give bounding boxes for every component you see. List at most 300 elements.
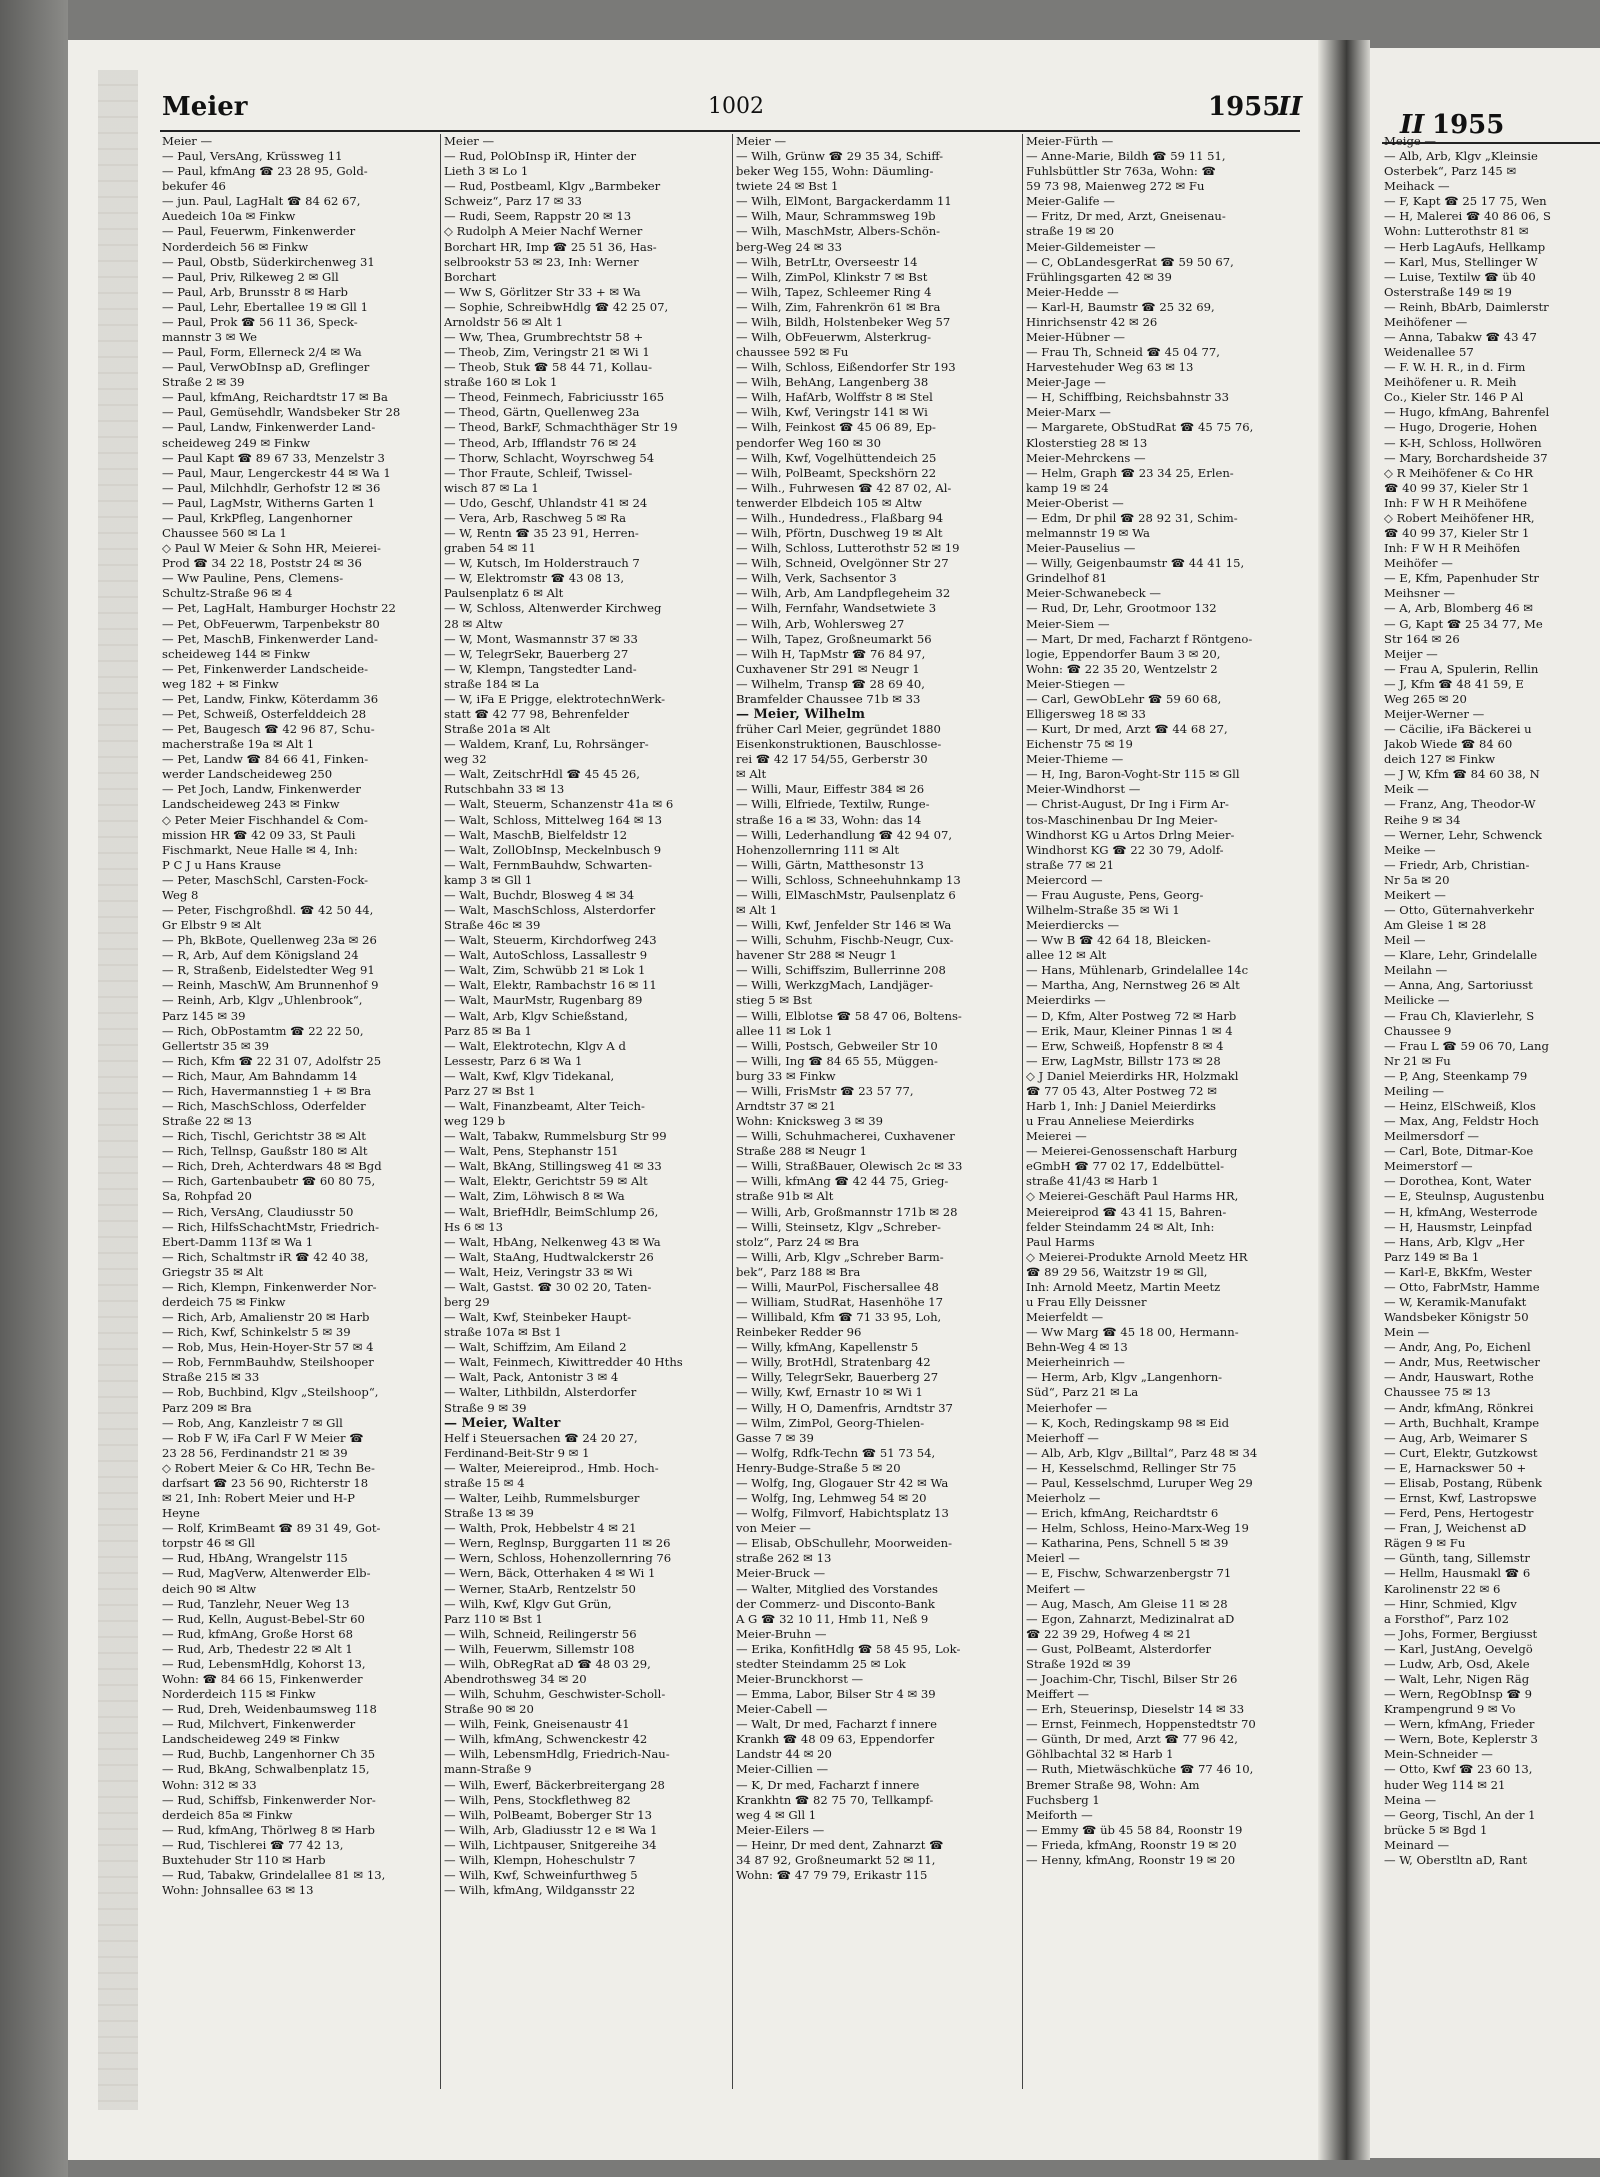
directory-entry-line: Meierholz — [1026,1491,1101,1506]
directory-entry-line: u Frau Anneliese Meierdirks [1026,1114,1195,1129]
directory-entry-line: — Walt, MaurMstr, Rugenbarg 89 [444,993,643,1008]
directory-entry-line: — Hans, Arb, Klgv „Her [1384,1234,1525,1249]
directory-entry-line: — Wilh, ObRegRat aD ☎ 48 03 29, [444,1656,651,1671]
directory-entry-line: — Wilh, Kwf, Veringstr 141 ✉ Wi [736,405,928,420]
directory-entry-line: deich 90 ✉ Altw [162,1581,257,1596]
directory-entry-line: — Wilh, Schneid, Reilingerstr 56 [444,1626,637,1641]
directory-entry-line: — Wilh, Tapez, Großneumarkt 56 [736,631,932,646]
directory-entry-line: Abendrothsweg 34 ✉ 20 [444,1671,587,1686]
directory-entry-line: ☎ 89 29 56, Waitzstr 19 ✉ Gll, [1026,1264,1208,1279]
directory-entry-line: — Willi, Postsch, Gebweiler Str 10 [736,1038,938,1053]
directory-entry-line: — W, Klempn, Tangstedter Land- [444,661,637,676]
directory-entry-line: burg 33 ✉ Finkw [736,1068,836,1083]
directory-entry-line: chaussee 592 ✉ Fu [736,345,849,360]
directory-entry-line: weg 4 ✉ Gll 1 [736,1807,817,1822]
directory-entry-line: Krankhtn ☎ 82 75 70, Tellkampf- [736,1792,934,1807]
directory-entry-line: Chaussee 75 ✉ 13 [1384,1385,1491,1400]
directory-entry-line: — Wilh, Schloss, Eißendorfer Str 193 [736,360,956,375]
directory-entry-line: — Rud, PolObInsp iR, Hinter der [444,149,636,164]
directory-entry-line: Meierhofer — [1026,1400,1108,1415]
directory-entry-line: Meinard — [1384,1837,1450,1852]
directory-entry-line: von Meier — [736,1521,811,1536]
directory-entry-line: — Klare, Lehr, Grindelalle [1384,948,1538,963]
directory-entry-line: Meier-Mehrckens — [1026,450,1146,465]
directory-entry-line: Meier-Jage — [1026,375,1106,390]
directory-entry-line: — Carl, GewObLehr ☎ 59 60 68, [1026,691,1222,706]
directory-entry-line: Sa, Rohpfad 20 [162,1189,252,1204]
directory-entry-line: — Paul, KrkPfleg, Langenhorner [162,510,353,525]
directory-entry-line: Bramfelder Chaussee 71b ✉ 33 [736,691,921,706]
directory-entry-line: Inh: Arnold Meetz, Martin Meetz [1026,1279,1221,1294]
directory-entry-line: Co., Kieler Str. 146 P Al [1384,390,1524,405]
directory-entry-line: Gasse 7 ✉ 39 [736,1430,814,1445]
directory-entry-line: — Rudi, Seem, Rappstr 20 ✉ 13 [444,209,632,224]
directory-entry-line: — Rich, HilfsSchachtMstr, Friedrich- [162,1219,380,1234]
directory-entry-line: Meier-Fürth — [1026,134,1114,148]
directory-entry-line: — Wilh, Feuerwm, Sillemstr 108 [444,1641,635,1656]
directory-entry-line: — R, Arb, Auf dem Königsland 24 [162,948,359,963]
directory-entry-line: Harb 1, Inh: J Daniel Meierdirks [1026,1099,1216,1113]
directory-entry-line: Meilicke — [1384,993,1450,1008]
directory-entry-line: — Willi, Schuhm, Fischb-Neugr, Cux- [736,933,954,948]
directory-entry-line: — D, Kfm, Alter Postweg 72 ✉ Harb [1026,1008,1237,1023]
directory-entry-line: ◇ Robert Meier & Co HR, Techn Be- [162,1460,375,1475]
directory-entry-line: — Willi, kfmAng ☎ 42 44 75, Grieg- [736,1174,949,1189]
directory-entry-line: — Max, Ang, Feldstr Hoch [1384,1114,1539,1129]
directory-entry-line: — Ww B ☎ 42 64 18, Bleicken- [1026,933,1211,948]
directory-entry-line: — W, TelegrSekr, Bauerberg 27 [444,646,629,661]
directory-entry-line: — Gust, PolBeamt, Alsterdorfer [1026,1641,1212,1656]
directory-entry-line: bekufer 46 [162,179,226,194]
directory-entry-line: — Walt, Buchdr, Blosweg 4 ✉ 34 [444,887,635,902]
directory-entry-line: — Wilh, Feinkost ☎ 45 06 89, Ep- [736,420,936,435]
directory-entry-line: Norderdeich 115 ✉ Finkw [162,1687,316,1702]
directory-entry-line: twiete 24 ✉ Bst 1 [736,179,839,194]
directory-entry-line: — Walt, MaschB, Bielfeldstr 12 [444,827,628,842]
directory-entry-line: — Walt, Schloss, Mittelweg 164 ✉ 13 [444,812,663,827]
header-rule [160,130,1300,132]
directory-entry-line: Straße 13 ✉ 39 [444,1506,534,1521]
directory-entry-line: — Willi, Lederhandlung ☎ 42 94 07, [736,827,953,842]
directory-entry-line: — Herb LagAufs, Hellkamp [1384,239,1546,254]
directory-entry-line: werder Landscheideweg 250 [162,767,333,782]
directory-entry-line: — Rud, MagVerw, Altenwerder Elb- [162,1566,371,1581]
directory-entry-line: Meihsner — [1384,586,1456,601]
directory-entry-line: Meier-Brunckhorst — [736,1671,864,1686]
next-page-column [1384,134,1600,1868]
directory-entry-line: derdeich 75 ✉ Finkw [162,1295,286,1310]
directory-entry-line: Meiffert — [1026,1687,1090,1702]
directory-entry-line: — Paul, Prok ☎ 56 11 36, Speck- [162,314,358,329]
directory-entry-line: — W, iFa E Prigge, elektrotechnWerk- [444,691,666,706]
directory-entry-line: — Andr, Ang, Po, Eichenl [1384,1340,1531,1355]
directory-entry-line: — Walth, Prok, Hebbelstr 4 ✉ 21 [444,1521,637,1536]
column-4 [1026,134,1314,2094]
directory-entry-line: — Walt, Steuerm, Kirchdorfweg 243 [444,933,657,948]
directory-entry-line: — Joachim-Chr, Tischl, Bilser Str 26 [1026,1671,1238,1686]
directory-entry-line: ◇ Meierei-Geschäft Paul Harms HR, [1026,1189,1239,1204]
directory-entry-line: u Frau Elly Deissner [1026,1295,1147,1310]
directory-entry-line: — Theod, BarkF, Schmachthäger Str 19 [444,420,678,435]
directory-entry-line: — Ww Marg ☎ 45 18 00, Hermann- [1026,1325,1239,1340]
directory-entry-line: Meike — [1384,842,1436,857]
directory-entry-line: Meier-Oberist — [1026,495,1124,510]
directory-entry-line: — Egon, Zahnarzt, Medizinalrat aD [1026,1611,1235,1626]
directory-entry-line: — Rich, Dreh, Achterdwars 48 ✉ Bgd [162,1159,382,1174]
directory-entry-line: — Johs, Former, Bergiusst [1384,1626,1538,1641]
directory-entry-line: — Rud, Tabakw, Grindelallee 81 ✉ 13, [162,1867,386,1882]
directory-entry-line: — Willi, StraßBauer, Olewisch 2c ✉ 33 [736,1159,963,1174]
directory-entry-line: — Rich, Tischl, Gerichtstr 38 ✉ Alt [162,1129,366,1144]
directory-entry-line: kamp 19 ✉ 24 [1026,480,1109,495]
directory-entry-line: Straße 201a ✉ Alt [444,722,551,737]
directory-entry-line: a Forsthof“, Parz 102 [1384,1611,1510,1626]
directory-entry-line: — Walter, Meiereiprod., Hmb. Hoch- [444,1460,659,1475]
directory-entry-line: — Rud, Dr, Lehr, Grootmoor 132 [1026,601,1217,616]
directory-entry-line: — J, Kfm ☎ 48 41 59, E [1384,676,1524,691]
directory-entry-line: — Elisab, ObSchullehr, Moorweiden- [736,1536,953,1551]
directory-entry-line: scheideweg 249 ✉ Finkw [162,435,311,450]
directory-entry-line: Hohenzollernring 111 ✉ Alt [736,842,900,857]
directory-entry-line: — Willi, Gärtn, Matthesonstr 13 [736,857,924,872]
directory-entry-line: melmannstr 19 ✉ Wa [1026,526,1150,541]
directory-entry-line: — Ww Pauline, Pens, Clemens- [162,571,344,586]
directory-entry-line: — Hinr, Schmied, Klgv [1384,1596,1517,1611]
directory-entry-line: — Willy, Geigenbaumstr ☎ 44 41 15, [1026,556,1245,571]
directory-entry-line: — Walter, Leihb, Rummelsburger [444,1491,640,1506]
directory-entry-line: Nr 5a ✉ 20 [1384,872,1450,887]
directory-entry-line: — H, Ing, Baron-Voght-Str 115 ✉ Gll [1026,767,1240,782]
directory-entry-line: ◇ Peter Meier Fischhandel & Com- [162,812,368,827]
directory-entry-line: — Carl, Bote, Ditmar-Koe [1384,1144,1534,1159]
directory-entry-line: — Reinh, BbArb, Daimlerstr [1384,299,1549,314]
directory-entry-line: — Erw, Schweiß, Hopfenstr 8 ✉ 4 [1026,1038,1224,1053]
directory-entry-line: — Reinh, Arb, Klgv „Uhlenbrook“, [162,993,363,1008]
directory-entry-line: — Rich, Kwf, Schinkelstr 5 ✉ 39 [162,1325,351,1340]
directory-entry-line: Heyne [162,1506,200,1521]
directory-entry-line: felder Steindamm 24 ✉ Alt, Inh: [1026,1219,1215,1234]
directory-entry-line: Meier-Eilers — [736,1822,825,1837]
directory-entry-line: Meier-Cabell — [736,1702,828,1717]
directory-entry-line: Meijer-Werner — [1384,706,1485,721]
directory-entry-line: — Wern, Bäck, Otterhaken 4 ✉ Wi 1 [444,1566,656,1581]
directory-entry-line: Meier-Bruck — [736,1566,826,1581]
directory-entry-line: straße 91b ✉ Alt [736,1189,834,1204]
directory-entry-line: P C J u Hans Krause [162,857,282,872]
directory-entry-line: Windhorst KG ☎ 22 30 79, Adolf- [1026,842,1224,857]
directory-entry-line: Landscheideweg 249 ✉ Finkw [162,1732,340,1747]
directory-entry-line: — Alb, Arb, Klgv „Billtal“, Parz 48 ✉ 34 [1026,1445,1258,1460]
page-left-shadow [0,0,68,2177]
directory-entry-line: — Otto, Güternahverkehr [1384,902,1534,917]
directory-entry-line: — W, Rentn ☎ 35 23 91, Herren- [444,526,639,541]
directory-entry-line: — Fritz, Dr med, Arzt, Gneisenau- [1026,209,1226,224]
directory-entry-line: Weg 8 [162,887,199,902]
directory-entry-line: Wohn: Lutterothstr 81 ✉ [1384,224,1529,239]
directory-entry-line: Reinbeker Redder 96 [736,1325,862,1340]
directory-entry-line: — jun. Paul, LagHalt ☎ 84 62 67, [162,194,361,209]
directory-entry-line: — Ferd, Pens, Hertogestr [1384,1506,1534,1521]
directory-entry-line: Mein-Schneider — [1384,1747,1493,1762]
directory-entry-line: straße 15 ✉ 4 [444,1475,525,1490]
directory-entry-line: — Paul, Arb, Brunsstr 8 ✉ Harb [162,284,348,299]
directory-entry-line: — Wilh, Zim, Fahrenkrön 61 ✉ Bra [736,299,941,314]
directory-entry-line: — Elisab, Postang, Rübenk [1384,1475,1542,1490]
directory-entry-line: — Wilh., Hundedress., Flaßbarg 94 [736,510,944,525]
directory-entry-line: — Frieda, kfmAng, Roonstr 19 ✉ 20 [1026,1837,1237,1852]
directory-entry-line: Gr Elbstr 9 ✉ Alt [162,918,262,933]
directory-entry-line: Meier-Thieme — [1026,752,1124,767]
page-title: Meier [162,92,248,122]
directory-entry-line: — Kurt, Dr med, Arzt ☎ 44 68 27, [1026,722,1228,737]
directory-entry-line: — Walt, Zim, Löhwisch 8 ✉ Wa [444,1189,625,1204]
directory-entry-line: Straße 288 ✉ Neugr 1 [736,1144,868,1159]
directory-entry-line: — R, Straßenb, Eidelstedter Weg 91 [162,963,375,978]
directory-entry-line: logie, Eppendorfer Baum 3 ✉ 20, [1026,646,1221,661]
directory-entry-line: — Wilh, Arb, Gladiusstr 12 e ✉ Wa 1 [444,1822,658,1837]
directory-entry-line: — Walt, Kwf, Klgv Tidekanal, [444,1068,615,1083]
directory-entry-line: — Walt, HbAng, Nelkenweg 43 ✉ Wa [444,1234,661,1249]
directory-entry-line: Meier — [162,134,213,148]
directory-entry-line: — Paul, Obstb, Süderkirchenweg 31 [162,254,375,269]
directory-entry-line: — C, ObLandesgerRat ☎ 59 50 67, [1026,254,1234,269]
directory-entry-line: darfsart ☎ 23 56 90, Richterstr 18 [162,1475,369,1490]
directory-entry-line: — Paul, Milchhdlr, Gerhofstr 12 ✉ 36 [162,480,381,495]
directory-entry-line: — Wilh, Kwf, Schweinfurthweg 5 [444,1867,638,1882]
directory-entry-line: — Paul, Lehr, Ebertallee 19 ✉ Gll 1 [162,299,368,314]
directory-entry-line: straße 184 ✉ La [444,676,540,691]
directory-entry-line: — Karl, JustAng, Oevelgö [1384,1641,1533,1656]
directory-entry-line: — Paul, Maur, Lengerckestr 44 ✉ Wa 1 [162,465,391,480]
directory-entry-line: brücke 5 ✉ Bgd 1 [1384,1822,1488,1837]
directory-entry-line: — Herm, Arb, Klgv „Langenhorn- [1026,1370,1223,1385]
directory-entry-line: Osterstraße 149 ✉ 19 [1384,284,1512,299]
directory-entry-line: huder Weg 114 ✉ 21 [1384,1777,1506,1792]
directory-entry-line: — Walt, Tabakw, Rummelsburg Str 99 [444,1129,667,1144]
directory-entry-line: straße 262 ✉ 13 [736,1551,832,1566]
directory-entry-line: Inh: F W H R Meihöfene [1384,495,1528,510]
directory-entry-line: Wohn: 312 ✉ 33 [162,1777,257,1792]
directory-entry-line: Eichenstr 75 ✉ 19 [1026,737,1133,752]
directory-entry-line: Meier-Siem — [1026,616,1110,631]
directory-entry-line: Schweiz“, Parz 17 ✉ 33 [444,194,582,209]
directory-entry-line: Hinrichsenstr 42 ✉ 26 [1026,314,1158,329]
directory-entry-line: — Rud, Arb, Thedestr 22 ✉ Alt 1 [162,1641,353,1656]
directory-entry-line: — Rich, Arb, Amalienstr 20 ✉ Harb [162,1310,370,1325]
binding-margin [98,70,138,2110]
directory-entry-line: Meilmersdorf — [1384,1129,1480,1144]
directory-entry-line: — Wilh, Pens, Stockflethweg 82 [444,1792,631,1807]
directory-entry-line: — Walter, Mitglied des Vorstandes [736,1581,938,1596]
directory-entry-line: Meijer — [1384,646,1438,661]
directory-entry-line: — Rud, Milchvert, Finkenwerder [162,1717,356,1732]
directory-entry-line: — Wilh, MaschMstr, Albers-Schön- [736,224,941,239]
directory-entry-line: weg 129 b [444,1114,506,1129]
directory-entry-line: allee 11 ✉ Lok 1 [736,1023,833,1038]
directory-entry-line: — Pet, Schweiß, Osterfelddeich 28 [162,706,367,721]
directory-entry-line: — Emmy ☎ üb 45 58 84, Roonstr 19 [1026,1822,1243,1837]
directory-entry-line: — Otto, Kwf ☎ 23 60 13, [1384,1762,1533,1777]
directory-entry-line: Meihöfener — [1384,314,1468,329]
directory-entry-line: — Rud, HbAng, Wrangelstr 115 [162,1551,348,1566]
page-number: 1002 [708,94,764,119]
directory-entry-line: — Wolfg, Ing, Lehmweg 54 ✉ 20 [736,1491,927,1506]
book-gutter [1318,40,1370,2160]
directory-entry-line: wisch 87 ✉ La 1 [444,480,539,495]
directory-entry-line: — Theod, Feinmech, Fabriciusstr 165 [444,390,665,405]
directory-entry-line: — Edm, Dr phil ☎ 28 92 31, Schim- [1026,510,1238,525]
directory-entry-line: — Walt, FernmBauhdw, Schwarten- [444,857,653,872]
directory-entry-line: — Heinz, ElSchweiß, Klos [1384,1099,1536,1113]
directory-entry-line: — Theod, Arb, Ifflandstr 76 ✉ 24 [444,435,637,450]
directory-entry-line: Elligersweg 18 ✉ 33 [1026,706,1146,721]
directory-entry-line: Osterbek“, Parz 145 ✉ [1384,164,1517,179]
directory-entry-line: straße 16 a ✉ 33, Wohn: das 14 [736,812,922,827]
directory-entry-line: berg-Weg 24 ✉ 33 [736,239,843,254]
directory-entry-line: ◇ Meierei-Produkte Arnold Meetz HR [1026,1249,1248,1264]
directory-entry-line: — H, Malerei ☎ 40 86 06, S [1384,209,1551,224]
directory-entry-line: Schultz-Straße 96 ✉ 4 [162,586,293,601]
directory-entry-line: Cuxhavener Str 291 ✉ Neugr 1 [736,661,920,676]
directory-entry-line: — Frau L ☎ 59 06 70, Lang [1384,1038,1549,1053]
directory-entry-line: mannstr 3 ✉ We [162,330,257,345]
directory-entry-line: — Wolfg, Rdfk-Techn ☎ 51 73 54, [736,1445,936,1460]
directory-entry-line: Frühlingsgarten 42 ✉ 39 [1026,269,1172,284]
directory-entry-line: Meier-Bruhn — [736,1626,827,1641]
directory-entry-line: — Hellm, Hausmakl ☎ 6 [1384,1566,1531,1581]
directory-entry-line: Süd“, Parz 21 ✉ La [1026,1385,1139,1400]
directory-entry-line: — Aug, Masch, Am Gleise 11 ✉ 28 [1026,1596,1228,1611]
directory-entry-line: — Rich, Kfm ☎ 22 31 07, Adolfstr 25 [162,1053,382,1068]
directory-entry-line: — Hugo, kfmAng, Bahrenfel [1384,405,1550,420]
directory-entry-line: — H, Kesselschmd, Rellinger Str 75 [1026,1460,1237,1475]
directory-entry-line: — Rich, VersAng, Claudiusstr 50 [162,1204,354,1219]
directory-entry-line: — E, Fischw, Schwarzenbergstr 71 [1026,1566,1232,1581]
directory-entry-line: Lessestr, Parz 6 ✉ Wa 1 [444,1053,583,1068]
directory-entry-line: — Ph, BkBote, Quellenweg 23a ✉ 26 [162,933,377,948]
directory-entry-line: — Fran, J, Weichenst aD [1384,1521,1527,1536]
directory-entry-line: — Rud, kfmAng, Thörlweg 8 ✉ Harb [162,1822,375,1837]
directory-entry-line: Parz 209 ✉ Bra [162,1400,252,1415]
directory-entry-line: — E, Kfm, Papenhuder Str [1384,571,1539,586]
directory-entry-line: — Walt, Feinmech, Kiwittredder 40 Hths [444,1355,683,1370]
directory-entry-line: — Theob, Stuk ☎ 58 44 71, Kollau- [444,360,653,375]
directory-entry-line: Straße 192d ✉ 39 [1026,1656,1131,1671]
directory-entry-line: — Werner, Lehr, Schwenck [1384,827,1542,842]
directory-entry-line: weg 32 [444,752,487,767]
directory-entry-line: Parz 27 ✉ Bst 1 [444,1083,536,1098]
directory-entry-line: — Wilh, ObFeuerwm, Alsterkrug- [736,330,932,345]
directory-entry-line: — Willy, TelegrSekr, Bauerberg 27 [736,1370,939,1385]
directory-entry-line: ◇ Paul W Meier & Sohn HR, Meierei- [162,541,381,556]
directory-entry-line: — Alb, Arb, Klgv „Kleinsie [1384,149,1538,164]
directory-entry-line: — Curt, Elektr, Gutzkowst [1384,1445,1538,1460]
directory-entry-line: — Thorw, Schlacht, Woyrschweg 54 [444,450,655,465]
directory-entry-line: Borchart HR, Imp ☎ 25 51 36, Has- [444,239,657,254]
directory-entry-line: — Arth, Buchhalt, Krampe [1384,1415,1540,1430]
directory-entry-line: — Wilh, BehAng, Langenberg 38 [736,375,929,390]
directory-entry-line: — Wilh, Feink, Gneisenaustr 41 [444,1717,630,1732]
directory-entry-line: — Wilh, Schneid, Ovelgönner Str 27 [736,556,949,571]
directory-entry-line: — Wilh, Pförtn, Duschweg 19 ✉ Alt [736,526,943,541]
directory-entry-line: — A, Arb, Blomberg 46 ✉ [1384,601,1534,616]
directory-entry-line: Klosterstieg 28 ✉ 13 [1026,435,1148,450]
directory-entry-line: — Pet, Finkenwerder Landscheide- [162,661,369,676]
directory-entry-line: — Helm, Schloss, Heino-Marx-Weg 19 [1026,1521,1249,1536]
directory-entry-line: — Emma, Labor, Bilser Str 4 ✉ 39 [736,1687,936,1702]
directory-entry-line: — Walt, Steuerm, Schanzenstr 41a ✉ 6 [444,797,674,812]
directory-entry-line: — Frau Ch, Klavierlehr, S [1384,1008,1535,1023]
directory-entry-line: Meihöfer — [1384,556,1453,571]
directory-entry-line: Meina — [1384,1792,1437,1807]
directory-entry-line: — Karl, Mus, Stellinger W [1384,254,1538,269]
directory-entry-line: — Meier, Wilhelm [736,706,866,722]
directory-entry-line: Prod ☎ 34 22 18, Poststr 24 ✉ 36 [162,556,362,571]
directory-entry-line: Am Gleise 1 ✉ 28 [1384,918,1487,933]
directory-entry-line: Meiereiprod ☎ 43 41 15, Bahren- [1026,1204,1227,1219]
directory-entry-line: — Rud, Tanzlehr, Neuer Weg 13 [162,1596,350,1611]
directory-entry-line: — Anna, Ang, Sartoriusst [1384,978,1533,993]
directory-entry-line: mission HR ☎ 42 09 33, St Pauli [162,827,356,842]
directory-entry-line: Auedeich 10a ✉ Finkw [162,209,296,224]
directory-entry-line: 34 87 92, Großneumarkt 52 ✉ 11, [736,1852,936,1867]
directory-entry-line: — Georg, Tischl, An der 1 [1384,1807,1536,1822]
directory-entry-line: Meik — [1384,782,1429,797]
directory-entry-line: — Walt, ZollObInsp, Meckelnbusch 9 [444,842,662,857]
directory-entry-line: — Wilhelm, Transp ☎ 28 69 40, [736,676,925,691]
directory-entry-line: — W, Elektromstr ☎ 43 08 13, [444,571,625,586]
directory-entry-line: Rutschbahn 33 ✉ 13 [444,782,565,797]
directory-entry-line: ◇ Robert Meihöfener HR, [1384,510,1535,525]
directory-entry-line: — Helm, Graph ☎ 23 34 25, Erlen- [1026,465,1234,480]
directory-entry-line: — Willi, Steinsetz, Klgv „Schreber- [736,1219,941,1234]
directory-entry-line: — Wilh H, TapMstr ☎ 76 84 97, [736,646,926,661]
directory-entry-line: — Willi, Elblotse ☎ 58 47 06, Boltens- [736,1008,962,1023]
directory-entry-line: — Willi, Arb, Großmannstr 171b ✉ 28 [736,1204,958,1219]
directory-entry-line: — Theod, Gärtn, Quellenweg 23a [444,405,640,420]
directory-entry-line: — Ludw, Arb, Osd, Akele [1384,1656,1530,1671]
directory-entry-line: Gellertstr 35 ✉ 39 [162,1038,270,1053]
directory-entry-line: der Commerz- und Disconto-Bank [736,1596,935,1611]
directory-entry-line: — Willibald, Kfm ☎ 71 33 95, Loh, [736,1310,942,1325]
directory-entry-line: — Wilh, Lichtpauser, Snitgereihe 34 [444,1837,657,1852]
directory-entry-line: — Paul, VerwObInsp aD, Greflinger [162,360,370,375]
directory-entry-line: Wohn: Knicksweg 3 ✉ 39 [736,1114,884,1129]
directory-entry-line: 28 ✉ Altw [444,616,503,631]
directory-entry-line: — Günth, tang, Sillemstr [1384,1551,1530,1566]
directory-entry-line: — F. W. H. R., in d. Firm [1384,360,1526,375]
directory-entry-line: — Willi, FrisMstr ☎ 23 57 77, [736,1083,914,1098]
directory-entry-line: — W, Kutsch, Im Holderstrauch 7 [444,556,640,571]
page-vol: II [1278,92,1303,122]
directory-entry-line: Meierdirks — [1026,993,1106,1008]
directory-entry-line: — Wilh, Kwf, Klgv Gut Grün, [444,1596,612,1611]
page-year: 1955 [1208,92,1281,122]
column-2 [444,134,730,2094]
directory-entry-line: — Wilh, Kwf, Vogelhüttendeich 25 [736,450,937,465]
directory-entry-line: — Friedr, Arb, Christian- [1384,857,1530,872]
directory-entry-line: — Rud, Tischlerei ☎ 77 42 13, [162,1837,344,1852]
column-divider [732,134,733,2089]
directory-entry-line: — Pet Joch, Landw, Finkenwerder [162,782,361,797]
directory-entry-line: ☎ 22 39 29, Hofweg 4 ✉ 21 [1026,1626,1192,1641]
directory-entry-line: Meihöfener u. R. Meih [1384,375,1517,390]
directory-entry-line: — Rob, Mus, Hein-Hoyer-Str 57 ✉ 4 [162,1340,374,1355]
directory-entry-line: — Walt, Elektr, Rambachstr 16 ✉ 11 [444,978,657,993]
directory-entry-line: — J W, Kfm ☎ 84 60 38, N [1384,767,1540,782]
directory-entry-line: ☎ 40 99 37, Kieler Str 1 [1384,526,1530,541]
directory-entry-line: Inh: F W H R Meihöfen [1384,541,1521,556]
